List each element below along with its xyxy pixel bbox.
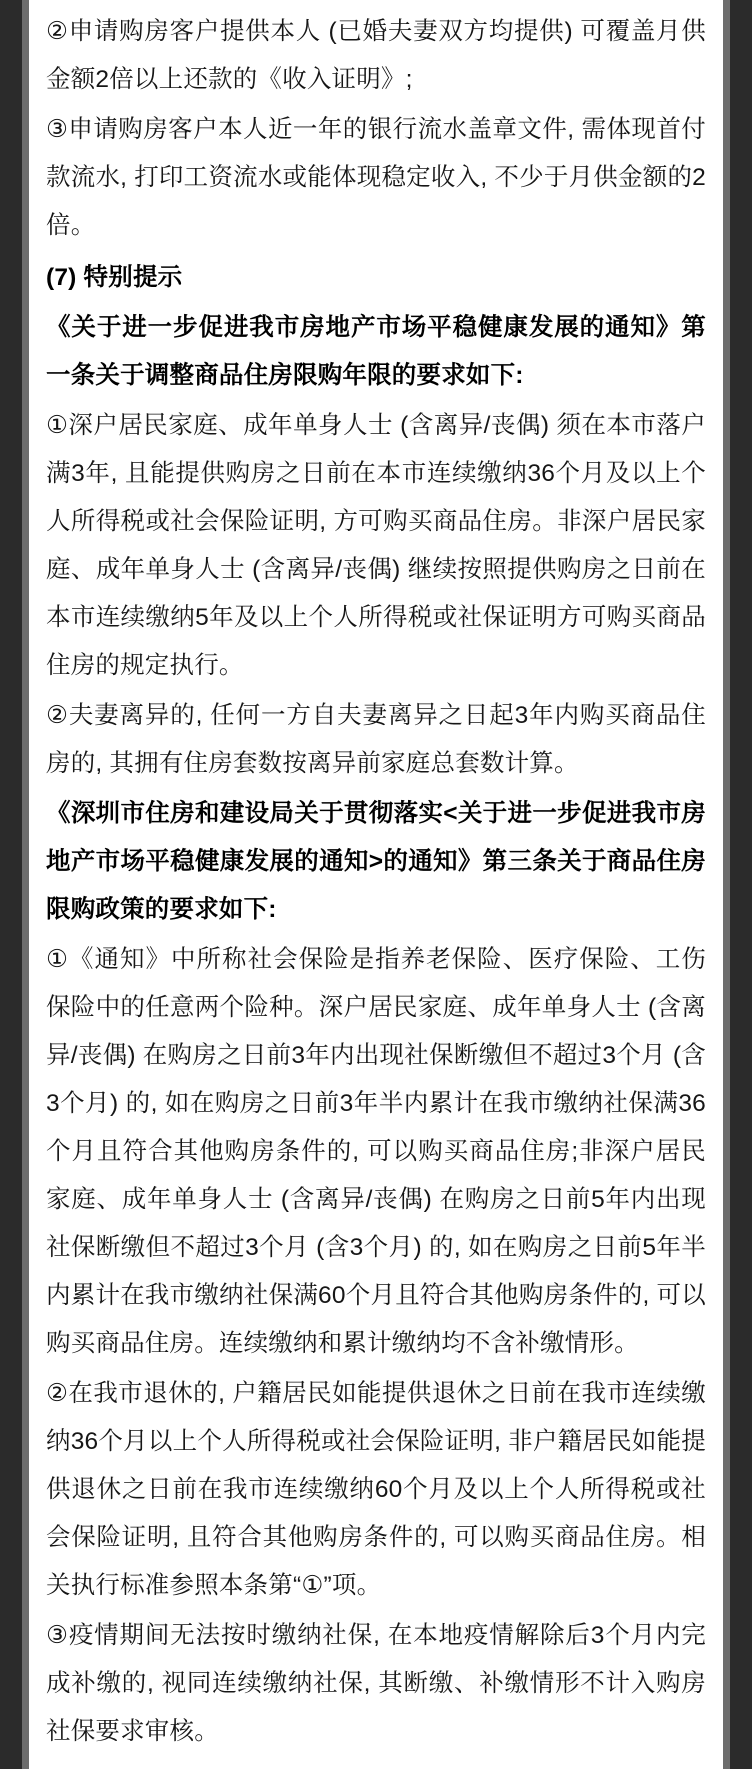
heading-special-notice: (7) 特别提示 <box>46 264 183 291</box>
paragraph-mortgage-income-proof: ②申请购房客户提供本人 (已婚夫妻双方均提供) 可覆盖月供金额2倍以上还款的《收入证明》; <box>46 18 706 93</box>
document-body <box>46 8 706 1756</box>
page-edge-left <box>0 0 22 1769</box>
paragraph-retired-residents: ②在我市退休的, 户籍居民如能提供退休之日前在我市连续缴纳36个月以上个人所得税或社会保险证明, 非户籍居民如能提供退休之日前在我市连续缴纳60个月及以上个人所得税或社会保险证明, 且符合其他购房条件的, 可以购买商品住房。相关执行标准参照本条第“①”项。 <box>46 1380 706 1599</box>
heading-notice-article-one: 《关于进一步促进我市房地产市场平稳健康发展的通知》第一条关于调整商品住房限购年限的要求如下: <box>46 314 706 389</box>
paragraph-social-insurance-definition: ①《通知》中所称社会保险是指养老保险、医疗保险、工伤保险中的任意两个险种。深户居民家庭、成年单身人士 (含离异/丧偶) 在购房之日前3年内出现社保断缴但不超过3个月 (含3个月) 的, 如在购房之日前3年半内累计在我市缴纳社保满36个月且符合其他购房条件的, 可以购买商品住房;非深户居民家庭、成年单身人士 (含离异/丧偶) 在购房之日前5年内出现社保断缴但不超过3个月 (含3个月) 的, 如在购房之日前5年半内累计在我市缴纳社保满60个月且符合其他购房条件的, 可以购买商品住房。连续缴纳和累计缴纳均不含补缴情形。 <box>46 946 706 1357</box>
heading-bureau-article-three: 《深圳市住房和建设局关于贯彻落实<关于进一步促进我市房地产市场平稳健康发展的通知>的通知》第三条关于商品住房限购政策的要求如下: <box>46 800 706 923</box>
paragraph-epidemic-payment: ③疫情期间无法按时缴纳社保, 在本地疫情解除后3个月内完成补缴的, 视同连续缴纳社保, 其断缴、补缴情形不计入购房社保要求审核。 <box>46 1622 706 1745</box>
paragraph-divorce-rule: ②夫妻离异的, 任何一方自夫妻离异之日起3年内购买商品住房的, 其拥有住房套数按离异前家庭总套数计算。 <box>46 702 706 777</box>
paragraph-bank-statement: ③申请购房客户本人近一年的银行流水盖章文件, 需体现首付款流水, 打印工资流水或能体现稳定收入, 不少于月供金额的2倍。 <box>46 116 706 239</box>
page-edge-left-inner <box>22 0 29 1769</box>
page-edge-right-inner <box>723 0 730 1769</box>
paragraph-household-purchase-limit: ①深户居民家庭、成年单身人士 (含离异/丧偶) 须在本市落户满3年, 且能提供购房之日前在本市连续缴纳36个月及以上个人所得税或社会保险证明, 方可购买商品住房。非深户居民家庭、成年单身人士 (含离异/丧偶) 继续按照提供购房之日前在本市连续缴纳5年及以上个人所得税或社保证明方可购买商品住房的规定执行。 <box>46 412 706 679</box>
page-edge-right <box>730 0 752 1769</box>
